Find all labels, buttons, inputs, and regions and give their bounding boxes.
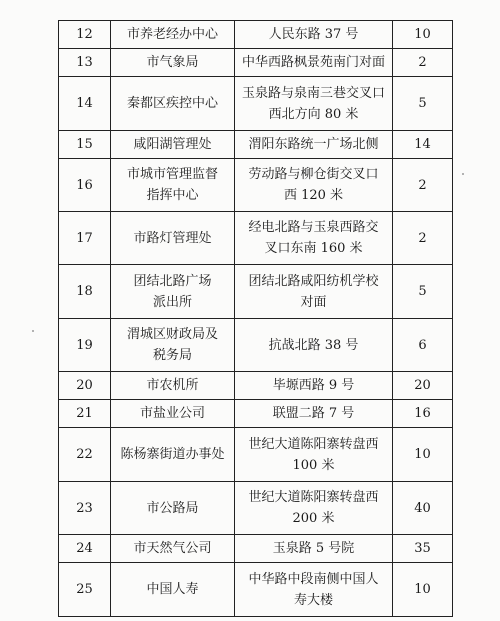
unit-name: 中国人寿	[111, 563, 235, 617]
location-cell: 渭阳东路统一广场北侧	[235, 131, 393, 159]
table-row	[59, 535, 453, 563]
count-cell: 35	[393, 535, 453, 563]
table-row	[59, 428, 453, 482]
row-number: 20	[59, 372, 111, 400]
location-cell: 世纪大道陈阳寨转盘西 200 米	[235, 482, 393, 535]
count-cell: 2	[393, 49, 453, 77]
location-cell: 人民东路 37 号	[235, 21, 393, 49]
location-cell: 抗战北路 38 号	[235, 319, 393, 372]
row-number: 19	[59, 319, 111, 372]
count-cell: 5	[393, 77, 453, 131]
row-number: 25	[59, 563, 111, 617]
count-cell: 40	[393, 482, 453, 535]
unit-name: 陈杨寨街道办事处	[111, 428, 235, 482]
location-cell: 经电北路与玉泉西路交 叉口东南 160 米	[235, 212, 393, 265]
unit-name: 咸阳湖管理处	[111, 131, 235, 159]
table-body	[59, 21, 453, 617]
count-cell: 14	[393, 131, 453, 159]
location-cell: 联盟二路 7 号	[235, 400, 393, 428]
unit-name: 市盐业公司	[111, 400, 235, 428]
table-row	[59, 131, 453, 159]
table-row	[59, 212, 453, 265]
table-row	[59, 563, 453, 617]
location-cell: 毕塬西路 9 号	[235, 372, 393, 400]
table-row	[59, 21, 453, 49]
row-number: 14	[59, 77, 111, 131]
table-row	[59, 482, 453, 535]
unit-name: 秦都区疾控中心	[111, 77, 235, 131]
table-row	[59, 49, 453, 77]
table-row	[59, 265, 453, 319]
count-cell: 2	[393, 159, 453, 212]
row-number: 22	[59, 428, 111, 482]
unit-name: 市养老经办中心	[111, 21, 235, 49]
location-cell: 劳动路与柳仓街交叉口 西 120 米	[235, 159, 393, 212]
table-row	[59, 77, 453, 131]
scan-speck	[32, 330, 34, 332]
unit-name: 市气象局	[111, 49, 235, 77]
row-number: 16	[59, 159, 111, 212]
unit-name: 市路灯管理处	[111, 212, 235, 265]
count-cell: 10	[393, 563, 453, 617]
count-cell: 5	[393, 265, 453, 319]
count-cell: 10	[393, 21, 453, 49]
row-number: 15	[59, 131, 111, 159]
scan-speck	[462, 173, 464, 175]
unit-name: 市农机所	[111, 372, 235, 400]
location-cell: 世纪大道陈阳寨转盘西 100 米	[235, 428, 393, 482]
location-cell: 玉泉路 5 号院	[235, 535, 393, 563]
unit-name: 市城市管理监督 指挥中心	[111, 159, 235, 212]
location-table	[58, 20, 453, 617]
count-cell: 16	[393, 400, 453, 428]
row-number: 21	[59, 400, 111, 428]
count-cell: 10	[393, 428, 453, 482]
unit-name: 市公路局	[111, 482, 235, 535]
row-number: 24	[59, 535, 111, 563]
row-number: 13	[59, 49, 111, 77]
table-row	[59, 159, 453, 212]
location-cell: 玉泉路与泉南三巷交叉口 西北方向 80 米	[235, 77, 393, 131]
row-number: 23	[59, 482, 111, 535]
row-number: 18	[59, 265, 111, 319]
location-cell: 中华路中段南侧中国人 寿大楼	[235, 563, 393, 617]
row-number: 12	[59, 21, 111, 49]
unit-name: 渭城区财政局及 税务局	[111, 319, 235, 372]
table-row	[59, 372, 453, 400]
location-cell: 团结北路咸阳纺机学校 对面	[235, 265, 393, 319]
count-cell: 6	[393, 319, 453, 372]
unit-name: 市天然气公司	[111, 535, 235, 563]
row-number: 17	[59, 212, 111, 265]
unit-name: 团结北路广场 派出所	[111, 265, 235, 319]
table-row	[59, 400, 453, 428]
count-cell: 2	[393, 212, 453, 265]
location-cell: 中华西路枫景苑南门对面	[235, 49, 393, 77]
table-row	[59, 319, 453, 372]
count-cell: 20	[393, 372, 453, 400]
